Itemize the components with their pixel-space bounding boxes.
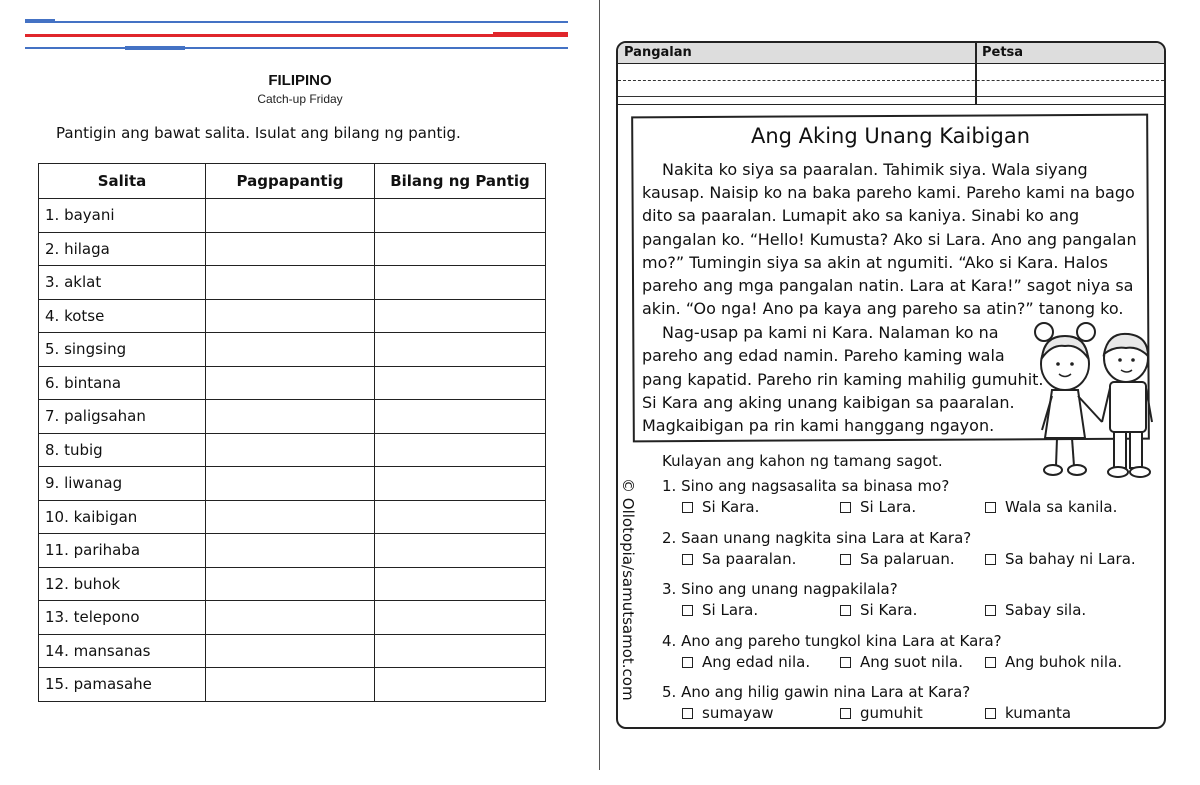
checkbox-icon[interactable]	[682, 657, 693, 668]
story-line: pareho ang mga pangalan natin. Lara at Kara!” sagot niya sa	[642, 276, 1134, 295]
date-label: Petsa	[982, 45, 1024, 60]
name-label: Pangalan	[624, 45, 692, 60]
answer-option[interactable]	[840, 704, 923, 722]
word-cell: 12. buhok	[39, 567, 206, 601]
story-line: Si Kara ang aking unang kaibigan sa paaralan.	[642, 393, 1015, 412]
word-cell: 3. aklat	[39, 266, 206, 300]
answer-option-label: Ang buhok nila.	[1005, 653, 1123, 671]
answer-option-label: Sa palaruan.	[860, 550, 955, 568]
syllable-count-cell[interactable]	[375, 366, 546, 400]
syllabication-cell[interactable]	[206, 601, 375, 635]
syllabication-cell[interactable]	[206, 199, 375, 233]
syllabication-cell[interactable]	[206, 299, 375, 333]
syllabication-cell[interactable]	[206, 266, 375, 300]
answer-option-label: gumuhit	[860, 704, 923, 722]
word-cell: 14. mansanas	[39, 634, 206, 668]
girl-eye-right	[1070, 362, 1074, 366]
answer-option[interactable]	[682, 704, 773, 722]
girl-bun-left	[1035, 323, 1053, 341]
checkbox-icon[interactable]	[840, 708, 851, 719]
children-illustration	[1030, 318, 1160, 488]
table-row	[39, 299, 546, 333]
story-line: pang kapatid. Pareho rin kaming mahilig gumuhit.	[642, 370, 1044, 389]
girl-leg-left	[1056, 438, 1057, 466]
syllable-count-cell[interactable]	[375, 668, 546, 702]
story-line: akin. “Oo nga! Ano pa kaya ang pareho sa atin?” tanong ko.	[642, 299, 1124, 318]
story-title: Ang Aking Unang Kaibigan	[751, 124, 1030, 148]
header-rule-blue-bottom	[25, 47, 568, 49]
answer-option[interactable]	[985, 550, 1136, 568]
syllable-count-cell[interactable]	[375, 400, 546, 434]
table-row	[39, 467, 546, 501]
story-line: pareho ang edad namin. Pareho kaming wala	[642, 346, 1005, 365]
syllabication-cell[interactable]	[206, 634, 375, 668]
header-rule-red-accent-right	[493, 32, 568, 37]
table-row	[39, 601, 546, 635]
word-cell: 5. singsing	[39, 333, 206, 367]
story-line: dito sa paaralan. Lumapit ako sa kaniya. Sinabi ko ang	[642, 206, 1080, 225]
checkbox-icon[interactable]	[682, 502, 693, 513]
boy-leg-right	[1130, 432, 1142, 468]
instruction-text: Pantigin ang bawat salita. Isulat ang bilang ng pantig.	[56, 124, 461, 142]
boy-shirt	[1110, 382, 1146, 432]
syllabication-cell[interactable]	[206, 333, 375, 367]
syllabication-cell[interactable]	[206, 534, 375, 568]
header-rule-blue-top	[25, 21, 568, 23]
table-row	[39, 366, 546, 400]
answer-option[interactable]	[840, 601, 917, 619]
table-row	[39, 266, 546, 300]
table-row	[39, 232, 546, 266]
date-field-line[interactable]	[618, 96, 1164, 97]
girl-leg-right	[1072, 438, 1074, 466]
checkbox-icon[interactable]	[985, 708, 996, 719]
checkbox-icon[interactable]	[840, 605, 851, 616]
word-cell: 8. tubig	[39, 433, 206, 467]
answer-option-label: Sa paaralan.	[702, 550, 797, 568]
answer-option-label: Si Kara.	[860, 601, 918, 619]
table-row	[39, 433, 546, 467]
syllabication-cell[interactable]	[206, 500, 375, 534]
syllabication-cell[interactable]	[206, 366, 375, 400]
answer-option[interactable]	[840, 498, 916, 516]
story-line: Nag-usap pa kami ni Kara. Nalaman ko na	[662, 323, 999, 342]
answer-option[interactable]	[985, 653, 1122, 671]
girl-bun-right	[1077, 323, 1095, 341]
word-cell: 2. hilaga	[39, 232, 206, 266]
answer-option-label: Si Lara.	[702, 601, 759, 619]
name-field-line[interactable]	[618, 80, 1164, 81]
answer-option-label: sumayaw	[702, 704, 774, 722]
page-divider	[599, 0, 600, 770]
checkbox-icon[interactable]	[682, 708, 693, 719]
syllabication-cell[interactable]	[206, 232, 375, 266]
answer-option-label: Ang suot nila.	[860, 653, 964, 671]
answer-option[interactable]	[985, 498, 1117, 516]
boy-leg-left	[1114, 432, 1126, 468]
syllabication-cell[interactable]	[206, 668, 375, 702]
syllabication-cell[interactable]	[206, 467, 375, 501]
answer-option-label: Sabay sila.	[1005, 601, 1087, 619]
answer-option-label: Wala sa kanila.	[1005, 498, 1118, 516]
table-row	[39, 199, 546, 233]
syllabication-cell[interactable]	[206, 400, 375, 434]
question-text: 2. Saan unang nagkita sina Lara at Kara?	[662, 529, 972, 547]
question-text: 3. Sino ang unang nagpakilala?	[662, 580, 898, 598]
copyright-vertical	[619, 478, 637, 708]
girl-shoe-left	[1044, 465, 1062, 475]
quiz-instruction: Kulayan ang kahon ng tamang sagot.	[662, 452, 943, 470]
boy-arm-left	[1102, 388, 1110, 422]
page-subtitle: Catch-up Friday	[257, 92, 343, 106]
syllable-count-cell[interactable]	[375, 467, 546, 501]
syllabication-cell[interactable]	[206, 567, 375, 601]
word-cell: 6. bintana	[39, 366, 206, 400]
checkbox-icon[interactable]	[682, 554, 693, 565]
word-cell: 1. bayani	[39, 199, 206, 233]
word-cell: 4. kotse	[39, 299, 206, 333]
table-header-row	[39, 164, 546, 199]
boy-shoe-right	[1130, 467, 1150, 477]
word-cell: 13. telepono	[39, 601, 206, 635]
name-date-bottom-line	[618, 104, 1164, 105]
girl-shoe-right	[1068, 465, 1086, 475]
checkbox-icon[interactable]	[985, 605, 996, 616]
syllable-count-cell[interactable]	[375, 534, 546, 568]
answer-option[interactable]	[985, 704, 1071, 722]
header-rule-red	[25, 34, 568, 37]
story-line: mo?” Tumingin siya sa akin at ngumiti. “Ako si Kara. Halos	[642, 253, 1108, 272]
table-row	[39, 567, 546, 601]
word-cell: 10. kaibigan	[39, 500, 206, 534]
boy-eye-left	[1118, 358, 1122, 362]
checkbox-icon[interactable]	[840, 502, 851, 513]
boy-eye-right	[1131, 358, 1135, 362]
syllable-count-cell[interactable]	[375, 500, 546, 534]
answer-option-label: Ang edad nila.	[702, 653, 811, 671]
syllable-count-cell[interactable]	[375, 199, 546, 233]
header-rule-blue-accent-left	[25, 19, 55, 23]
word-cell: 11. parihaba	[39, 534, 206, 568]
syllable-count-cell[interactable]	[375, 266, 546, 300]
question-text: 5. Ano ang hilig gawin nina Lara at Kara?	[662, 683, 971, 701]
checkbox-icon[interactable]	[840, 554, 851, 565]
syllable-count-cell[interactable]	[375, 433, 546, 467]
answer-option-label: Sa bahay ni Lara.	[1005, 550, 1136, 568]
story-line: kausap. Naisip ko na baka pareho kami. Pareho kami na bago	[642, 183, 1135, 202]
answer-option-label: Si Lara.	[860, 498, 917, 516]
column-header: Bilang ng Pantig	[375, 164, 546, 199]
boy-shoe-left	[1108, 467, 1128, 477]
story-line: Magkaibigan pa rin kami hanggang ngayon.	[642, 416, 995, 435]
question-text: 4. Ano ang pareho tungkol kina Lara at Kara?	[662, 632, 1002, 650]
name-date-bar	[618, 43, 1164, 64]
page-title: FILIPINO	[268, 72, 332, 89]
table-row	[39, 500, 546, 534]
checkbox-icon[interactable]	[985, 554, 996, 565]
answer-option[interactable]	[682, 601, 758, 619]
answer-option-label: Si Kara.	[702, 498, 760, 516]
girl-eye-left	[1056, 362, 1060, 366]
checkbox-icon[interactable]	[840, 657, 851, 668]
table-row	[39, 668, 546, 702]
syllable-table	[38, 163, 546, 702]
syllabication-cell[interactable]	[206, 433, 375, 467]
column-header: Pagpapantig	[206, 164, 375, 199]
syllable-count-cell[interactable]	[375, 333, 546, 367]
checkbox-icon[interactable]	[985, 657, 996, 668]
word-cell: 7. paligsahan	[39, 400, 206, 434]
word-cell: 9. liwanag	[39, 467, 206, 501]
syllable-count-cell[interactable]	[375, 634, 546, 668]
answer-option[interactable]	[840, 653, 963, 671]
header-rule-blue-accent-mid	[125, 46, 185, 50]
answer-option[interactable]	[682, 498, 759, 516]
syllable-count-cell[interactable]	[375, 299, 546, 333]
question-text: 1. Sino ang nagsasalita sa binasa mo?	[662, 477, 950, 495]
answer-option[interactable]	[682, 550, 796, 568]
story-line: Nakita ko siya sa paaralan. Tahimik siya. Wala siyang	[662, 160, 1088, 179]
checkbox-icon[interactable]	[682, 605, 693, 616]
answer-option[interactable]	[985, 601, 1086, 619]
answer-option[interactable]	[682, 653, 810, 671]
syllable-count-cell[interactable]	[375, 567, 546, 601]
table-row	[39, 534, 546, 568]
table-row	[39, 333, 546, 367]
answer-option-label: kumanta	[1005, 704, 1072, 722]
column-header: Salita	[39, 164, 206, 199]
syllable-count-cell[interactable]	[375, 601, 546, 635]
syllable-count-cell[interactable]	[375, 232, 546, 266]
checkbox-icon[interactable]	[985, 502, 996, 513]
table-row	[39, 634, 546, 668]
answer-option[interactable]	[840, 550, 955, 568]
word-cell: 15. pamasahe	[39, 668, 206, 702]
table-row	[39, 400, 546, 434]
story-line: pangalan ko. “Hello! Kumusta? Ako si Lara. Ano ang pangalan	[642, 230, 1137, 249]
copyright-text: © Ollotopia/samutsamot.com	[619, 478, 637, 701]
